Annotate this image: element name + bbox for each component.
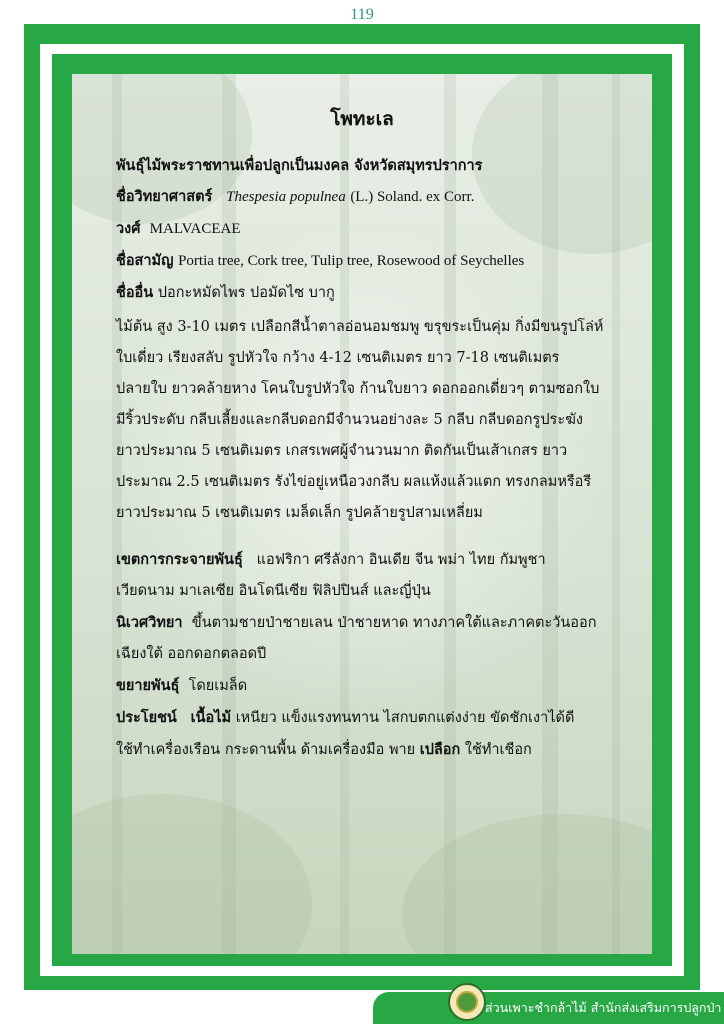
page-number: 119 — [350, 6, 374, 23]
content-panel — [72, 74, 652, 954]
uses-continued — [116, 734, 616, 766]
ecology-label: นิเวศวิทยา — [116, 614, 183, 631]
forestry-emblem-icon — [448, 983, 486, 1021]
footer-agency-name: ส่วนเพาะชำกล้าไม้ สำนักส่งเสริมการปลูกป่า — [485, 1000, 722, 1015]
scientific-name-author: (L.) Soland. ex Corr. — [350, 189, 475, 205]
foliage-decoration — [72, 794, 312, 954]
description-paragraph — [116, 312, 616, 529]
other-name-label: ชื่ออื่น — [116, 284, 154, 301]
description-line: ยาวประมาณ 5 เซนติเมตร เมล็ดเล็ก รูปคล้ายรูปสามเหลี่ยม — [116, 505, 483, 521]
uses-label: ประโยชน์ — [116, 709, 177, 726]
ecology-row — [116, 607, 616, 639]
distribution-value: แอฟริกา ศรีลังกา อินเดีย จีน พม่า ไทย กัมพูชา — [256, 552, 546, 568]
description-line: ใบเดี่ยว เรียงสลับ รูปหัวใจ กว้าง 4-12 เซนติเมตร ยาว 7-18 เซนติเมตร — [116, 350, 560, 366]
royal-plant-line: พันธุ์ไม้พระราชทานเพื่อปลูกเป็นมงคล จังหวัดสมุทรปราการ — [116, 157, 483, 174]
details-section — [116, 544, 616, 766]
propagation-row — [116, 670, 616, 702]
uses-row — [116, 702, 616, 734]
common-name-value: Portia tree, Cork tree, Tulip tree, Rosewood of Seychelles — [178, 253, 525, 269]
foliage-decoration — [402, 814, 652, 954]
other-name-value: ปอกะหมัดไพร ปอมัดไซ บากู — [157, 285, 335, 301]
emblem-center — [456, 991, 478, 1013]
scientific-name-row — [116, 181, 616, 213]
description-line: ยาวประมาณ 5 เซนติเมตร เกสรเพศผู้จำนวนมาก ติดกันเป็นเส้าเกสร ยาว — [116, 443, 568, 459]
propagation-value: โดยเมล็ด — [188, 678, 248, 694]
page-title: โพทะเล — [330, 108, 394, 130]
description-line: ประมาณ 2.5 เซนติเมตร รังไข่อยู่เหนือวงกลีบ ผลแห้งแล้วแตก ทรงกลมหรือรี — [116, 474, 592, 490]
bark-use-value: ใช้ทำเชือก — [464, 742, 532, 758]
distribution-row — [116, 544, 616, 576]
family-label: วงศ์ — [116, 220, 141, 237]
family-value: MALVACEAE — [149, 221, 241, 237]
ecology-value: ขึ้นตามชายป่าชายเลน ป่าชายหาด ทางภาคใต้และภาคตะวันออก — [191, 615, 597, 631]
ecology-continued: เฉียงใต้ ออกดอกตลอดปี — [116, 646, 267, 662]
common-name-row — [116, 245, 616, 277]
description-line: มีริ้วประดับ กลีบเลี้ยงและกลีบดอกมีจำนวนอย่างละ 5 กลีบ กลีบดอกรูประฆัง — [116, 412, 583, 428]
distribution-label: เขตการกระจายพันธุ์ — [116, 551, 243, 568]
wood-label: เนื้อไม้ — [190, 709, 232, 726]
scientific-name-label: ชื่อวิทยาศาสตร์ — [116, 188, 213, 205]
uses-value-continued: ใช้ทำเครื่องเรือน กระดานพื้น ด้ามเครื่องมือ พาย — [116, 742, 416, 758]
description-line: ไม้ต้น สูง 3-10 เมตร เปลือกสีน้ำตาลอ่อนอมชมพู ขรุขระเป็นคุ่ม กิ่งมีขนรูปโล่ห์ — [116, 319, 604, 335]
distribution-continued: เวียดนาม มาเลเซีย อินโดนีเซีย ฟิลิปปินส์ และญี่ปุ่น — [116, 583, 431, 599]
header-info — [116, 150, 616, 309]
family-row — [116, 213, 616, 245]
bark-label: เปลือก — [419, 741, 461, 758]
scientific-name-italic: Thespesia populnea — [226, 189, 346, 205]
uses-value: เหนียว แข็งแรงทนทาน ไสกบตกแต่งง่าย ขัดชักเงาได้ดี — [235, 710, 575, 726]
common-name-label: ชื่อสามัญ — [116, 252, 174, 269]
description-line: ปลายใบ ยาวคล้ายหาง โคนใบรูปหัวใจ ก้านใบยาว ดอกออกเดี่ยวๆ ตามซอกใบ — [116, 381, 600, 397]
propagation-label: ขยายพันธุ์ — [116, 677, 180, 694]
other-name-row — [116, 277, 616, 309]
